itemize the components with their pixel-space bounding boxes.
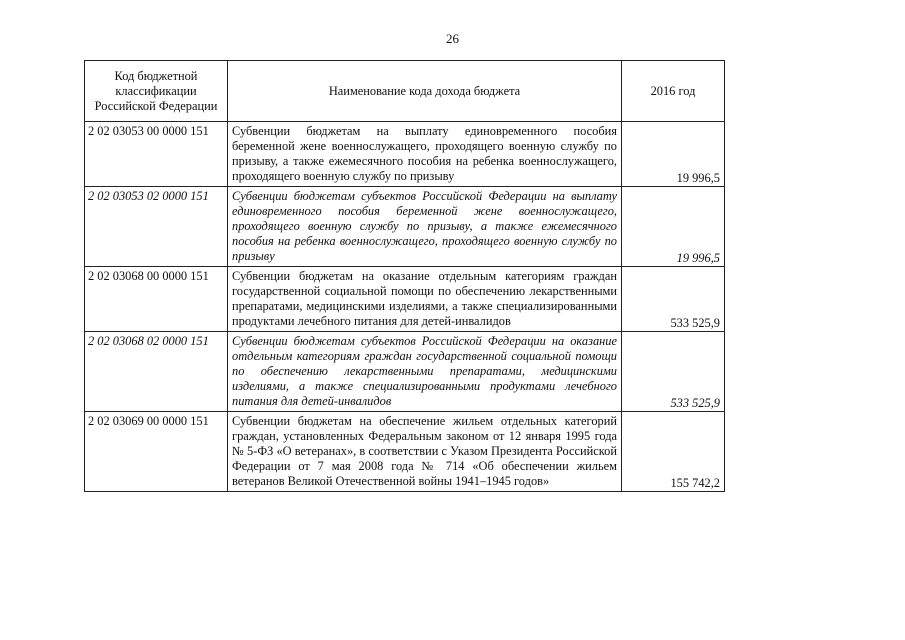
- row-name: Субвенции бюджетам субъектов Российской Федерации на оказание отдельным категориям граждан государственной социальной помощи по обеспечению лекарственными препаратами, медицинскими изделиями, а также специализированными продуктами лечебного питания для детей-инвалидов: [228, 332, 622, 412]
- row-value: 533 525,9: [622, 332, 725, 412]
- row-value: 19 996,5: [622, 187, 725, 267]
- row-value: 19 996,5: [622, 122, 725, 187]
- table-row: [85, 332, 725, 412]
- row-code: 2 02 03053 00 0000 151: [85, 122, 228, 187]
- header-code: Код бюджетной классификации Российской Федерации: [85, 61, 228, 122]
- table-row: [85, 412, 725, 492]
- row-code: 2 02 03053 02 0000 151: [85, 187, 228, 267]
- row-code: 2 02 03068 00 0000 151: [85, 267, 228, 332]
- row-name: Субвенции бюджетам на оказание отдельным категориям граждан государственной социальной помощи по обеспечению лекарственными препаратами, медицинскими изделиями, а также специализированными продуктами лечебного питания для детей-инвалидов: [228, 267, 622, 332]
- budget-income-table: [84, 60, 725, 492]
- header-year: 2016 год: [622, 61, 725, 122]
- header-name: Наименование кода дохода бюджета: [228, 61, 622, 122]
- row-name: Субвенции бюджетам субъектов Российской Федерации на выплату единовременного пособия беременной жене военнослужащего, проходящего военную службу по призыву, а также ежемесячного пособия на ребенка военнослужащего, проходящего военную службу по призыву: [228, 187, 622, 267]
- row-name: Субвенции бюджетам на обеспечение жильем отдельных категорий граждан, установленных Федеральным законом от 12 января 1995 года № 5-ФЗ «О ветеранах», в соответствии с Указом Президента Российской Федерации от 7 мая 2008 года № 714 «Об обеспечении жильем ветеранов Великой Отечественной войны 1941–1945 годов»: [228, 412, 622, 492]
- row-value: 155 742,2: [622, 412, 725, 492]
- table-row: [85, 187, 725, 267]
- row-value: 533 525,9: [622, 267, 725, 332]
- page-number: 26: [446, 31, 459, 46]
- table-header-row: [85, 61, 725, 122]
- row-code: 2 02 03069 00 0000 151: [85, 412, 228, 492]
- row-name: Субвенции бюджетам на выплату единовременного пособия беременной жене военнослужащего, проходящего военную службу по призыву, а также ежемесячного пособия на ребенка военнослужащего, проходящего военную службу по призыву: [228, 122, 622, 187]
- row-code: 2 02 03068 02 0000 151: [85, 332, 228, 412]
- table-row: [85, 122, 725, 187]
- table-row: [85, 267, 725, 332]
